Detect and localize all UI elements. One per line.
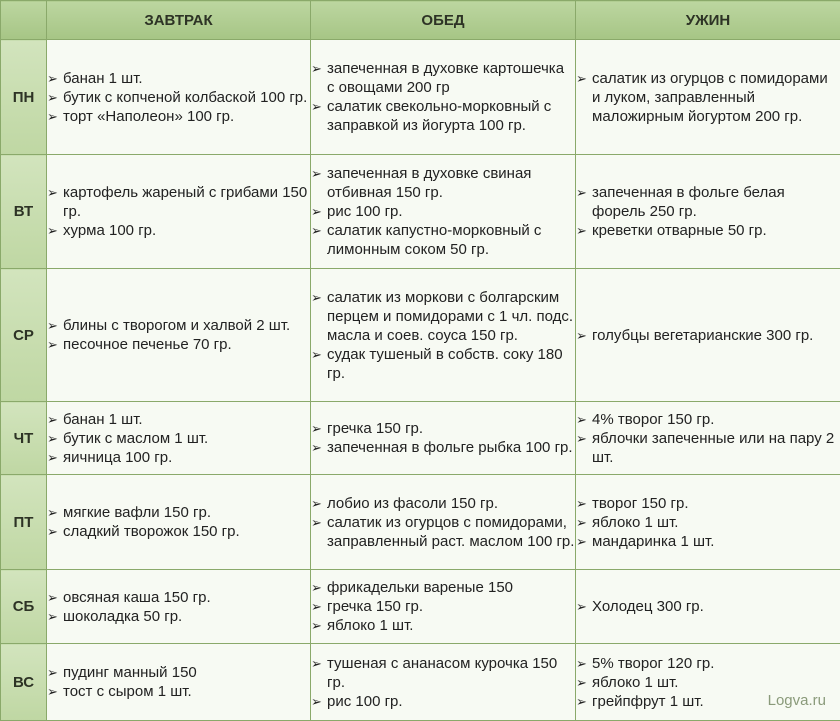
item-text: фрикадельки вареные 150 [327, 579, 513, 596]
arrow-bullet-icon: ➢ [311, 578, 322, 597]
arrow-bullet-icon: ➢ [47, 107, 58, 126]
item-text: бутик с маслом 1 шт. [63, 430, 208, 447]
breakfast-list [47, 663, 310, 701]
day-label: СР [1, 269, 47, 402]
breakfast-cell [47, 475, 311, 570]
list-item [311, 513, 575, 551]
item-text: яблоко 1 шт. [327, 617, 413, 634]
item-text: рис 100 гр. [327, 693, 403, 710]
item-text: творог 150 гр. [592, 495, 689, 512]
list-item [576, 513, 840, 532]
dinner-list [576, 597, 840, 616]
list-item [576, 532, 840, 551]
item-text: 4% творог 150 гр. [592, 411, 714, 428]
item-text: яблочки запеченные или на пару 2 шт. [592, 430, 834, 466]
item-text: мандаринка 1 шт. [592, 533, 714, 550]
dinner-cell [576, 40, 840, 155]
arrow-bullet-icon: ➢ [576, 692, 587, 711]
arrow-bullet-icon: ➢ [311, 59, 322, 78]
item-text: лобио из фасоли 150 гр. [327, 495, 498, 512]
table-row [1, 155, 840, 269]
list-item [47, 221, 310, 240]
day-label: СБ [1, 570, 47, 644]
dinner-cell [576, 269, 840, 402]
list-item [311, 438, 575, 457]
arrow-bullet-icon: ➢ [47, 335, 58, 354]
arrow-bullet-icon: ➢ [311, 419, 322, 438]
list-item [311, 59, 575, 97]
dinner-cell [576, 570, 840, 644]
arrow-bullet-icon: ➢ [576, 532, 587, 551]
arrow-bullet-icon: ➢ [47, 221, 58, 240]
arrow-bullet-icon: ➢ [576, 183, 587, 202]
breakfast-cell [47, 40, 311, 155]
list-item [47, 335, 310, 354]
list-item [311, 616, 575, 635]
arrow-bullet-icon: ➢ [576, 69, 587, 88]
arrow-bullet-icon: ➢ [47, 69, 58, 88]
arrow-bullet-icon: ➢ [311, 202, 322, 221]
arrow-bullet-icon: ➢ [311, 513, 322, 532]
arrow-bullet-icon: ➢ [47, 183, 58, 202]
header-row [1, 1, 840, 40]
arrow-bullet-icon: ➢ [576, 410, 587, 429]
list-item [47, 448, 310, 467]
list-item [47, 682, 310, 701]
list-item [311, 419, 575, 438]
item-text: картофель жареный с грибами 150 гр. [63, 184, 307, 220]
item-text: креветки отварные 50 гр. [592, 222, 767, 239]
breakfast-list [47, 588, 310, 626]
item-text: 5% творог 120 гр. [592, 655, 714, 672]
item-text: торт «Наполеон» 100 гр. [63, 108, 234, 125]
arrow-bullet-icon: ➢ [576, 221, 587, 240]
list-item [47, 503, 310, 522]
dinner-list [576, 183, 840, 240]
arrow-bullet-icon: ➢ [47, 410, 58, 429]
lunch-cell [311, 40, 576, 155]
breakfast-list [47, 69, 310, 126]
list-item [311, 692, 575, 711]
list-item [47, 410, 310, 429]
arrow-bullet-icon: ➢ [47, 316, 58, 335]
arrow-bullet-icon: ➢ [311, 438, 322, 457]
lunch-list [311, 164, 575, 259]
arrow-bullet-icon: ➢ [311, 345, 322, 364]
arrow-bullet-icon: ➢ [47, 682, 58, 701]
arrow-bullet-icon: ➢ [311, 597, 322, 616]
dinner-cell [576, 155, 840, 269]
list-item [311, 597, 575, 616]
table-row [1, 644, 840, 721]
arrow-bullet-icon: ➢ [311, 692, 322, 711]
item-text: банан 1 шт. [63, 70, 143, 87]
list-item [47, 183, 310, 221]
breakfast-list [47, 410, 310, 467]
lunch-list [311, 288, 575, 383]
list-item [47, 663, 310, 682]
breakfast-list [47, 503, 310, 541]
item-text: салатик из огурцов с помидорами и луком, заправленный маложирным йогуртом 200 гр. [592, 70, 828, 125]
list-item [47, 588, 310, 607]
list-item [576, 654, 840, 673]
list-item [576, 69, 840, 126]
breakfast-cell [47, 155, 311, 269]
breakfast-list [47, 316, 310, 354]
lunch-list [311, 578, 575, 635]
arrow-bullet-icon: ➢ [576, 494, 587, 513]
arrow-bullet-icon: ➢ [47, 503, 58, 522]
item-text: судак тушеный в собств. соку 180 гр. [327, 346, 563, 382]
item-text: тост с сыром 1 шт. [63, 683, 192, 700]
list-item [47, 107, 310, 126]
item-text: гречка 150 гр. [327, 598, 423, 615]
table-row [1, 570, 840, 644]
corner-cell [1, 1, 47, 40]
list-item [576, 429, 840, 467]
list-item [47, 88, 310, 107]
item-text: пудинг манный 150 [63, 664, 197, 681]
arrow-bullet-icon: ➢ [311, 616, 322, 635]
lunch-list [311, 494, 575, 551]
item-text: тушеная с ананасом курочка 150 гр. [327, 655, 557, 691]
item-text: запеченная в фольге белая форель 250 гр. [592, 184, 785, 220]
arrow-bullet-icon: ➢ [47, 448, 58, 467]
item-text: запеченная в фольге рыбка 100 гр. [327, 439, 573, 456]
item-text: запеченная в духовке картошечка с овощами 200 гр [327, 60, 564, 96]
breakfast-cell [47, 269, 311, 402]
arrow-bullet-icon: ➢ [47, 522, 58, 541]
arrow-bullet-icon: ➢ [576, 597, 587, 616]
list-item [576, 494, 840, 513]
item-text: сладкий творожок 150 гр. [63, 523, 240, 540]
list-item [576, 597, 840, 616]
arrow-bullet-icon: ➢ [47, 588, 58, 607]
lunch-cell [311, 155, 576, 269]
dinner-cell [576, 475, 840, 570]
item-text: салатик из огурцов с помидорами, заправленный раст. маслом 100 гр. [327, 514, 574, 550]
item-text: хурма 100 гр. [63, 222, 156, 239]
item-text: грейпфрут 1 шт. [592, 693, 704, 710]
arrow-bullet-icon: ➢ [47, 607, 58, 626]
list-item [576, 326, 840, 345]
header-breakfast: ЗАВТРАК [47, 1, 311, 40]
item-text: рис 100 гр. [327, 203, 403, 220]
arrow-bullet-icon: ➢ [47, 663, 58, 682]
item-text: блины с творогом и халвой 2 шт. [63, 317, 290, 334]
item-text: запеченная в духовке свиная отбивная 150 гр. [327, 165, 531, 201]
list-item [311, 164, 575, 202]
lunch-list [311, 654, 575, 711]
arrow-bullet-icon: ➢ [311, 288, 322, 307]
list-item [311, 578, 575, 597]
day-label: ПТ [1, 475, 47, 570]
list-item [311, 97, 575, 135]
arrow-bullet-icon: ➢ [47, 88, 58, 107]
lunch-cell [311, 570, 576, 644]
item-text: салатик из моркови с болгарским перцем и помидорами с 1 чл. подс. масла и соев. соуса 150 гр. [327, 289, 573, 344]
item-text: банан 1 шт. [63, 411, 143, 428]
list-item [311, 494, 575, 513]
arrow-bullet-icon: ➢ [311, 494, 322, 513]
list-item [311, 654, 575, 692]
breakfast-cell [47, 644, 311, 721]
arrow-bullet-icon: ➢ [576, 513, 587, 532]
list-item [47, 316, 310, 335]
lunch-list [311, 59, 575, 135]
breakfast-cell [47, 570, 311, 644]
list-item [311, 221, 575, 259]
item-text: мягкие вафли 150 гр. [63, 504, 211, 521]
item-text: песочное печенье 70 гр. [63, 336, 232, 353]
list-item [47, 429, 310, 448]
list-item [576, 410, 840, 429]
day-label: ВС [1, 644, 47, 721]
dinner-cell [576, 402, 840, 475]
lunch-cell [311, 269, 576, 402]
list-item [576, 183, 840, 221]
arrow-bullet-icon: ➢ [47, 429, 58, 448]
list-item [311, 288, 575, 345]
item-text: Холодец 300 гр. [592, 598, 704, 615]
item-text: голубцы вегетарианские 300 гр. [592, 327, 813, 344]
arrow-bullet-icon: ➢ [311, 221, 322, 240]
table-row [1, 475, 840, 570]
item-text: салатик капустно-морковный с лимонным соком 50 гр. [327, 222, 541, 258]
lunch-cell [311, 402, 576, 475]
header-dinner: УЖИН [576, 1, 840, 40]
item-text: яблоко 1 шт. [592, 514, 678, 531]
lunch-list [311, 419, 575, 457]
arrow-bullet-icon: ➢ [311, 97, 322, 116]
table-row [1, 269, 840, 402]
day-label: ПН [1, 40, 47, 155]
list-item [47, 522, 310, 541]
item-text: бутик с копченой колбаской 100 гр. [63, 89, 307, 106]
lunch-cell [311, 475, 576, 570]
table-row [1, 402, 840, 475]
list-item [47, 607, 310, 626]
item-text: яичница 100 гр. [63, 449, 172, 466]
item-text: яблоко 1 шт. [592, 674, 678, 691]
arrow-bullet-icon: ➢ [576, 654, 587, 673]
list-item [311, 345, 575, 383]
arrow-bullet-icon: ➢ [311, 164, 322, 183]
day-label: ЧТ [1, 402, 47, 475]
list-item [311, 202, 575, 221]
arrow-bullet-icon: ➢ [576, 429, 587, 448]
breakfast-list [47, 183, 310, 240]
item-text: гречка 150 гр. [327, 420, 423, 437]
day-label: ВТ [1, 155, 47, 269]
dinner-list [576, 326, 840, 345]
breakfast-cell [47, 402, 311, 475]
table-row [1, 40, 840, 155]
arrow-bullet-icon: ➢ [311, 654, 322, 673]
dinner-list [576, 69, 840, 126]
header-lunch: ОБЕД [311, 1, 576, 40]
arrow-bullet-icon: ➢ [576, 326, 587, 345]
item-text: овсяная каша 150 гр. [63, 589, 211, 606]
item-text: шоколадка 50 гр. [63, 608, 182, 625]
watermark: Logva.ru [768, 692, 826, 709]
dinner-list [576, 410, 840, 467]
arrow-bullet-icon: ➢ [576, 673, 587, 692]
list-item [47, 69, 310, 88]
lunch-cell [311, 644, 576, 721]
item-text: салатик свекольно-морковный с заправкой из йогурта 100 гр. [327, 98, 551, 134]
dinner-list [576, 494, 840, 551]
list-item [576, 221, 840, 240]
list-item [576, 673, 840, 692]
